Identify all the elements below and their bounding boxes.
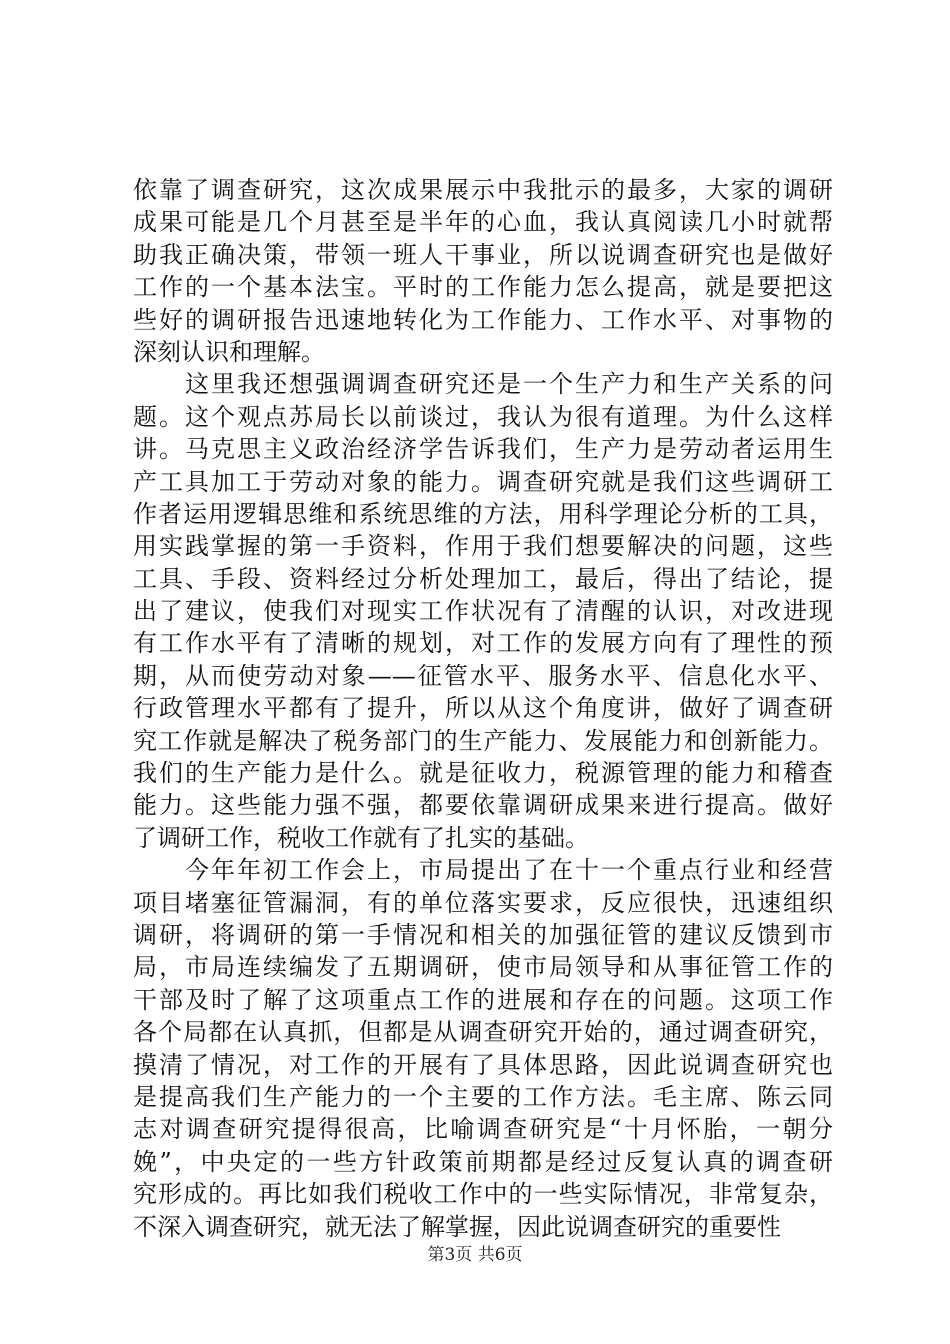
text-line: 摸清了情况，对工作的开展有了具体思路，因此说调查研究也 xyxy=(133,1050,833,1079)
text-line: 不深入调查研究，就无法了解掌握，因此说调查研究的重要性 xyxy=(133,1212,781,1241)
text-line: 究形成的。再比如我们税收工作中的一些实际情况，非常复杂， xyxy=(133,1180,833,1209)
text-line: 成果可能是几个月甚至是半年的心血，我认真阅读几小时就帮 xyxy=(133,208,833,237)
text-line: 深刻认识和理解。 xyxy=(133,337,325,366)
body-text xyxy=(133,174,833,1243)
text-line: 有工作水平有了清晰的规划，对工作的发展方向有了理性的预 xyxy=(133,629,833,658)
text-line: 了调研工作，税收工作就有了扎实的基础。 xyxy=(133,823,589,852)
text-line: 工作的一个基本法宝。平时的工作能力怎么提高，就是要把这 xyxy=(133,273,833,302)
text-line: 依靠了调查研究，这次成果展示中我批示的最多，大家的调研 xyxy=(133,176,833,204)
text-line: 局，市局连续编发了五期调研，使市局领导和从事征管工作的 xyxy=(133,953,833,982)
text-line: 是提高我们生产能力的一个主要的工作方法。毛主席、陈云同 xyxy=(133,1082,833,1111)
text-line: 期，从而使劳动对象——征管水平、服务水平、信息化水平、 xyxy=(133,661,833,690)
page-footer: 第3页 共6页 xyxy=(427,1245,523,1265)
text-line: 能力。这些能力强不强，都要依靠调研成果来进行提高。做好 xyxy=(133,791,833,820)
text-line: 用实践掌握的第一手资料，作用于我们想要解决的问题，这些 xyxy=(133,532,833,561)
text-line: 各个局都在认真抓，但都是从调查研究开始的，通过调查研究， xyxy=(133,1018,833,1047)
text-line: 娩”，中央定的一些方针政策前期都是经过反复认真的调查研 xyxy=(133,1147,833,1176)
text-line: 这里我还想强调调查研究还是一个生产力和生产关系的问 xyxy=(133,370,833,399)
paragraph xyxy=(133,854,833,1243)
text-line: 作者运用逻辑思维和系统思维的方法，用科学理论分析的工具， xyxy=(133,499,833,528)
text-line: 干部及时了解了这项重点工作的进展和存在的问题。这项工作 xyxy=(133,985,833,1014)
text-line: 今年年初工作会上，市局提出了在十一个重点行业和经营 xyxy=(133,856,833,885)
text-line: 行政管理水平都有了提升，所以从这个角度讲，做好了调查研 xyxy=(133,694,833,723)
text-line: 项目堵塞征管漏洞，有的单位落实要求，反应很快，迅速组织 xyxy=(133,888,833,917)
text-line: 讲。马克思主义政治经济学告诉我们，生产力是劳动者运用生 xyxy=(133,435,833,464)
text-line: 志对调查研究提得很高，比喻调查研究是“十月怀胎，一朝分 xyxy=(133,1115,833,1144)
text-line: 工具、手段、资料经过分析处理加工，最后，得出了结论，提 xyxy=(133,564,833,593)
text-line: 我们的生产能力是什么。就是征收力，税源管理的能力和稽查 xyxy=(133,759,833,788)
text-line: 究工作就是解决了税务部门的生产能力、发展能力和创新能力。 xyxy=(133,726,833,755)
text-line: 些好的调研报告迅速地转化为工作能力、工作水平、对事物的 xyxy=(133,305,833,334)
paragraph xyxy=(133,368,833,854)
paragraph xyxy=(133,174,833,368)
text-line: 助我正确决策，带领一班人干事业，所以说调查研究也是做好 xyxy=(133,240,833,269)
text-line: 调研，将调研的第一手情况和相关的加强征管的建议反馈到市 xyxy=(133,920,833,949)
text-line: 题。这个观点苏局长以前谈过，我认为很有道理。为什么这样 xyxy=(133,402,833,431)
text-line: 出了建议，使我们对现实工作状况有了清醒的认识，对改进现 xyxy=(133,597,833,626)
text-line: 产工具加工于劳动对象的能力。调查研究就是我们这些调研工 xyxy=(133,467,833,496)
